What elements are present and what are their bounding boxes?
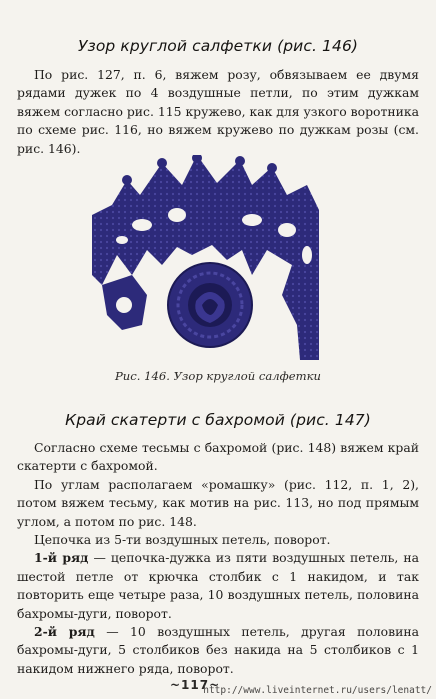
row-1-label: 1-й ряд <box>34 550 89 566</box>
napkin-instructions-paragraph: По рис. 127, п. 6, вяжем розу, обвязываем ее двумя рядами дужек по 4 воздушные петли, по этим дужкам вяжем согласно рис. 115 кружево, как для узкого воротника по схеме рис. 116, но вяжем кружево по дужкам розы (см. рис. 146). <box>17 67 419 156</box>
paragraph: По углам располагаем «ромашку» (рис. 112, п. 1, 2), потом вяжем тесьму, как мотив на рис. 113, но под прямым углом, а потом по рис. 148. <box>17 476 419 529</box>
section-title-napkin-pattern: Узор круглой салфетки (рис. 146) <box>77 37 359 55</box>
page-number: ~117~ <box>170 678 221 692</box>
paragraph: Согласно схеме тесьмы с бахромой (рис. 148) вяжем край скатерти с бахромой. <box>17 440 419 474</box>
row-1-text: — цепочка-дужка из пяти воздушных петель, на шестой петле от крючка столбик с 1 накидом, и так повторить еще четыре раза, 10 воздушных петель, половина бахромы-дуги, поворот. <box>17 550 419 621</box>
watermark-url: http://www.liveinternet.ru/users/lenatt/ <box>203 685 432 696</box>
row-2-text: — 10 воздушных петель, другая половина бахромы-дуги, 5 столбиков без накида на 5 столбиков с 1 накидом нижнего ряда, поворот. <box>17 624 419 676</box>
section-title-tablecloth-fringe: Край скатерти с бахромой (рис. 147) <box>65 411 371 429</box>
figure-caption: Рис. 146. Узор круглой салфетки <box>115 369 321 383</box>
tablecloth-instructions <box>17 439 419 678</box>
paragraph: Цепочка из 5-ти воздушных петель, поворот. <box>34 532 331 548</box>
crochet-lace-illustration <box>92 155 319 360</box>
row-1-paragraph <box>17 549 419 623</box>
row-2-paragraph <box>17 623 419 678</box>
row-2-label: 2-й ряд <box>34 624 95 640</box>
crochet-lace-photo <box>92 155 319 360</box>
